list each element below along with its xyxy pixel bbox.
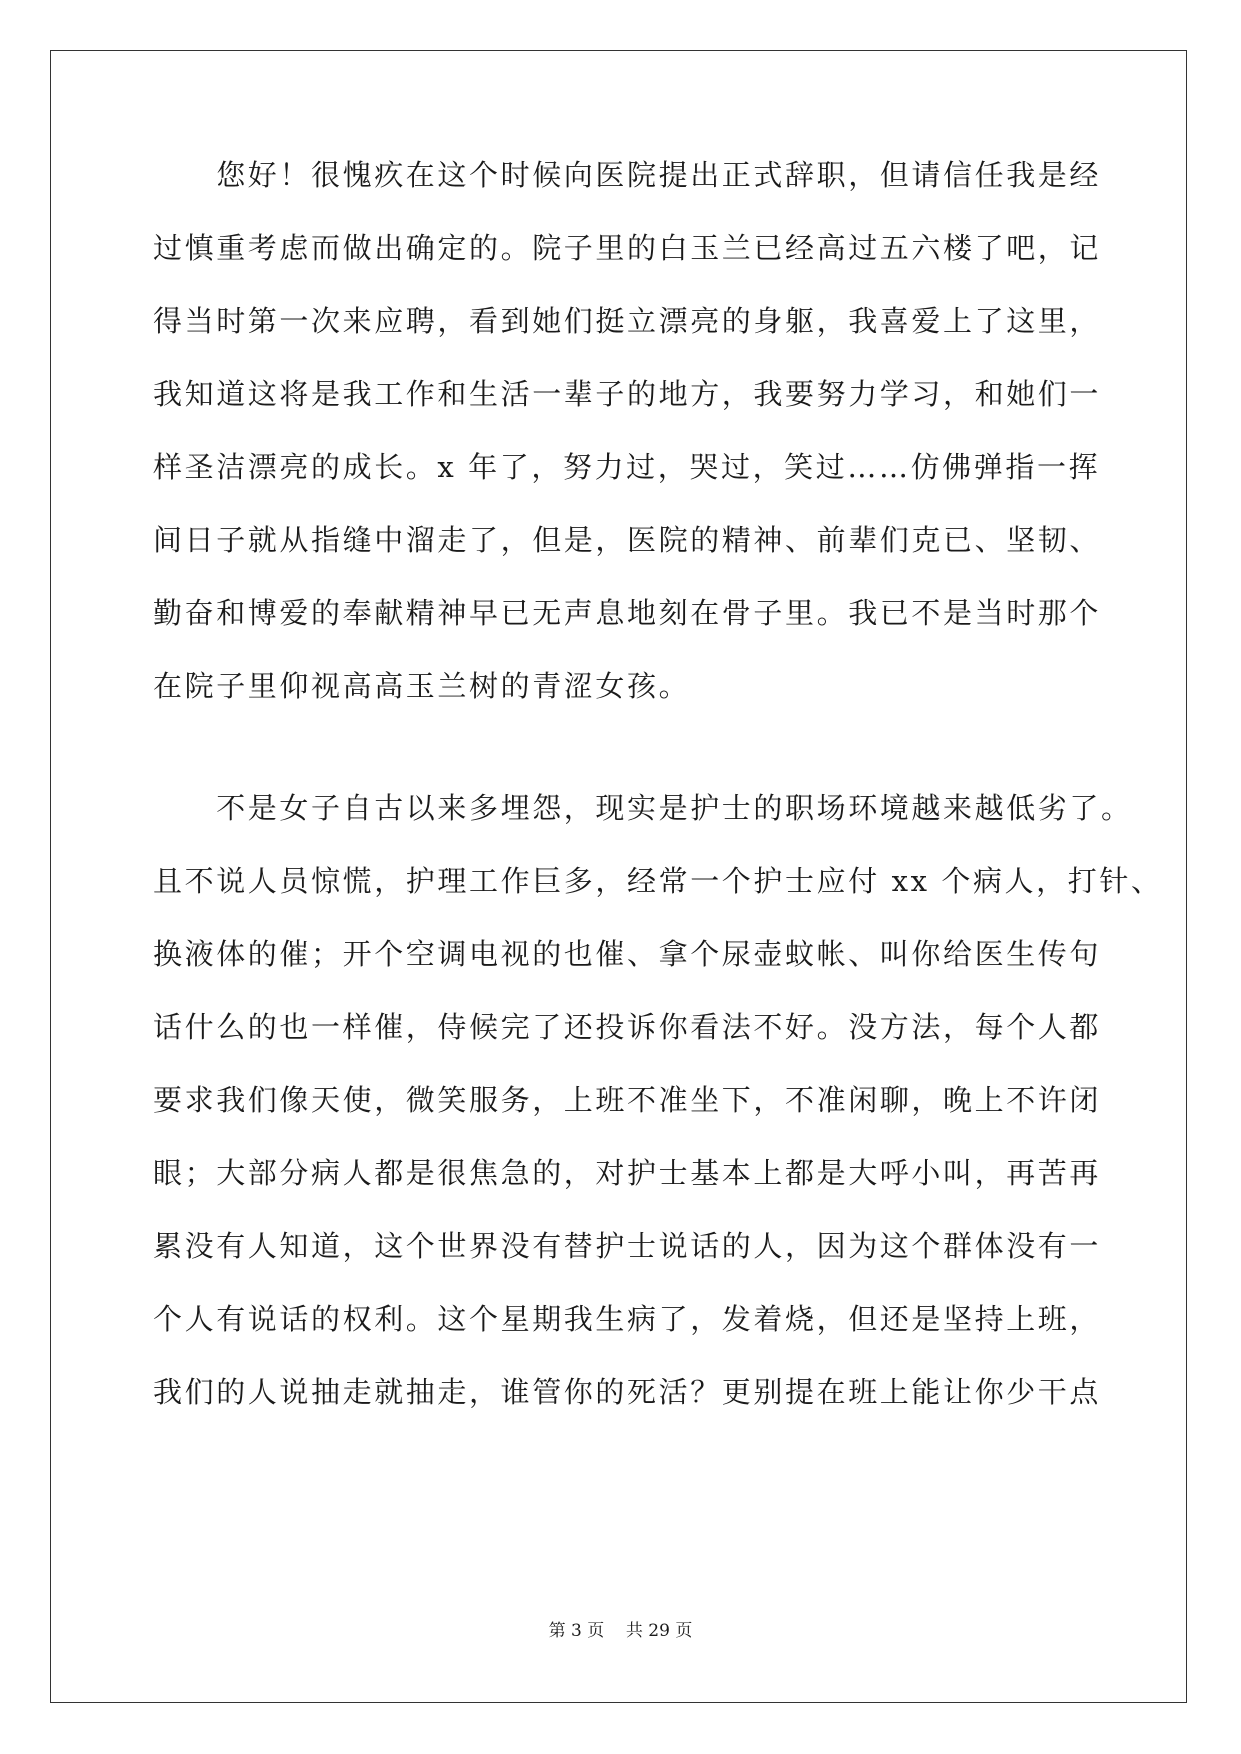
text-line: 且不说人员惊慌，护理工作巨多，经常一个护士应付 xx 个病人，打针、 [153, 864, 1163, 898]
text-line: 样圣洁漂亮的成长。x 年了，努力过，哭过，笑过……仿佛弹指一挥 [153, 450, 1101, 484]
text-line: 话什么的也一样催，侍候完了还投诉你看法不好。没方法，每个人都 [153, 1010, 1102, 1044]
text-line: 勤奋和博爱的奉献精神早已无声息地刻在骨子里。我已不是当时那个 [153, 596, 1102, 630]
text-line: 要求我们像天使，微笑服务，上班不准坐下，不准闲聊，晚上不许闭 [153, 1083, 1102, 1117]
text-line: 间日子就从指缝中溜走了，但是，医院的精神、前辈们克已、坚韧、 [153, 523, 1102, 557]
text-line: 我们的人说抽走就抽走，谁管你的死活？更别提在班上能让你少干点 [153, 1375, 1102, 1409]
text-line: 我知道这将是我工作和生活一辈子的地方，我要努力学习，和她们一 [153, 377, 1102, 411]
page-number: 第 3 页 共 29 页 [548, 1621, 693, 1641]
text-line: 在院子里仰视高高玉兰树的青涩女孩。 [153, 669, 691, 703]
text-line: 您好！很愧疚在这个时候向医院提出正式辞职，但请信任我是经 [153, 158, 1102, 192]
text-line: 累没有人知道，这个世界没有替护士说话的人，因为这个群体没有一 [153, 1229, 1102, 1263]
text-line: 眼；大部分病人都是很焦急的，对护士基本上都是大呼小叫，再苦再 [153, 1156, 1102, 1190]
text-line: 换液体的催；开个空调电视的也催、拿个尿壶蚊帐、叫你给医生传句 [153, 937, 1102, 971]
text-line: 个人有说话的权利。这个星期我生病了，发着烧，但还是坚持上班， [153, 1302, 1102, 1336]
text-line: 不是女子自古以来多埋怨，现实是护士的职场环境越来越低劣了。 [153, 791, 1133, 825]
text-line: 过慎重考虑而做出确定的。院子里的白玉兰已经高过五六楼了吧，记 [153, 231, 1102, 265]
text-line: 得当时第一次来应聘，看到她们挺立漂亮的身躯，我喜爱上了这里， [153, 304, 1102, 338]
